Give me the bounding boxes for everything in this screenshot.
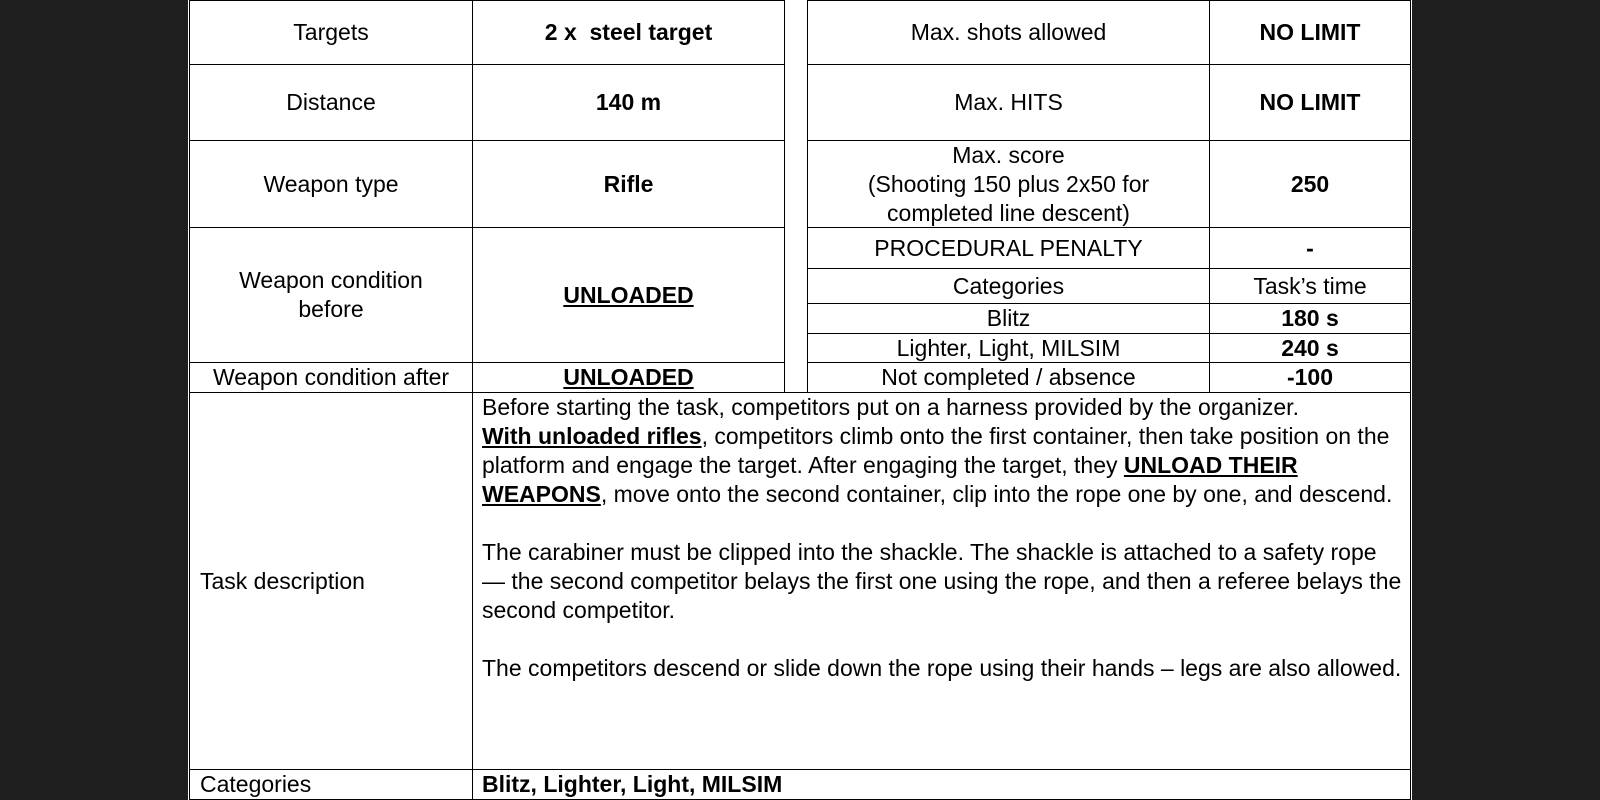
weapon-condition-after-label: Weapon condition after	[212, 364, 450, 390]
weapon-condition-after-value: UNLOADED	[563, 364, 694, 390]
weapon-type-value: Rifle	[603, 170, 654, 197]
task-description-paragraph: The competitors descend or slide down the rope using their hands – legs are also allowed.	[482, 655, 1402, 681]
max-score-value: 250	[1290, 170, 1330, 197]
task-description-text	[482, 393, 1402, 683]
category-lighter-light-milsim: Lighter, Light, MILSIM	[896, 334, 1121, 361]
distance-value: 140 m	[595, 89, 662, 115]
not-completed-label: Not completed / absence	[881, 364, 1136, 390]
max-score-label	[808, 141, 1209, 227]
task-time-header: Task’s time	[1253, 272, 1367, 299]
weapon-condition-before-label: Weapon condition before	[239, 267, 423, 322]
task-description-text-run: , competitors climb onto the first container, then take position on the platform and engage the target. After engaging the target, they	[482, 423, 1390, 478]
max-shots-label: Max. shots allowed	[910, 19, 1107, 45]
max-score-label-line: Max. score	[952, 141, 1065, 168]
weapon-type-label: Weapon type	[263, 170, 399, 197]
targets-value: 2 x steel target	[544, 19, 713, 45]
categories-value: Blitz, Lighter, Light, MILSIM	[482, 771, 783, 797]
category-blitz: Blitz	[986, 305, 1031, 331]
table-border	[784, 0, 785, 392]
emphasis-unloaded-rifles: With unloaded rifles	[482, 423, 702, 449]
emphasis-unload-weapons: UNLOAD THEIR WEAPONS	[482, 452, 1298, 507]
weapon-condition-before-value: UNLOADED	[563, 281, 694, 308]
max-hits-label: Max. HITS	[954, 89, 1063, 115]
task-description-paragraph	[482, 422, 1402, 509]
max-hits-value: NO LIMIT	[1259, 89, 1361, 115]
task-description-label: Task description	[200, 567, 365, 594]
table-border	[1410, 0, 1411, 800]
max-score-label-line: (Shooting 150 plus 2x50 for	[867, 170, 1150, 197]
max-shots-value: NO LIMIT	[1259, 19, 1361, 45]
targets-label: Targets	[293, 19, 369, 45]
time-blitz: 180 s	[1281, 305, 1339, 331]
procedural-penalty-label: PROCEDURAL PENALTY	[874, 234, 1143, 261]
task-description-paragraph: Before starting the task, competitors put on a harness provided by the organizer.	[482, 394, 1299, 420]
task-description-paragraph: The carabiner must be clipped into the shackle. The shackle is attached to a safety rope — the second competitor belays the first one using the rope, and then a referee belays the second competitor.	[482, 539, 1402, 623]
distance-label: Distance	[286, 89, 376, 115]
max-score-label-line: completed line descent)	[887, 199, 1130, 226]
procedural-penalty-value: -	[1306, 234, 1314, 261]
task-description-text-run: , move onto the second container, clip into the rope one by one, and descend.	[600, 481, 1393, 507]
not-completed-value: -100	[1286, 364, 1334, 390]
categories-label: Categories	[200, 771, 312, 797]
time-lighter-light-milsim: 240 s	[1281, 334, 1339, 361]
categories-header: Categories	[952, 272, 1065, 299]
